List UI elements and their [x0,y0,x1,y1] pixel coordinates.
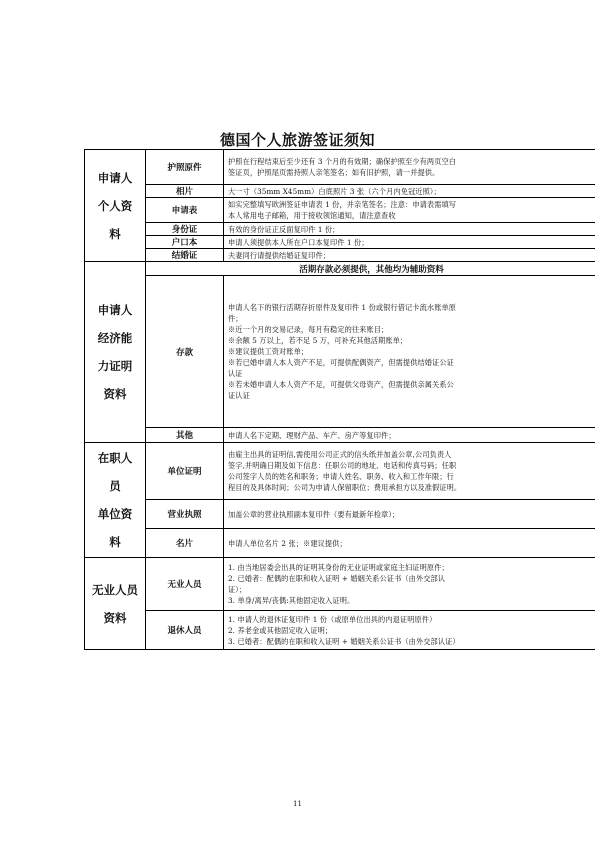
row-label-marriage: 结婚证 [146,249,224,262]
text-line: 申请人单位名片 2 张；※建议提供； [228,538,347,548]
table-row [85,223,595,236]
table-row [85,529,595,558]
section-label-line: 料 [109,535,121,549]
row-text-deposit [224,276,595,428]
row-text-idcard [224,223,595,236]
section-label-line: 经济能 [97,331,133,345]
table-row [85,443,595,500]
text-line: 申请人名下的银行活期存折原件及复印件 1 份或银行借记卡流水账单原 [228,303,457,312]
text-line: 申请人须提供本人所在户口本复印件 1 份； [228,237,369,247]
text-line: 护照在行程结束后至少还有 3 个月的有效期；确保护照至少有两页空白 [228,157,457,166]
section-label-line: 力证明 [97,359,133,373]
text-line: 证认证 [228,391,250,400]
page-number: 11 [293,800,302,808]
row-text-license [224,500,595,529]
row-text-other [224,428,595,443]
section-label-employment [85,443,146,558]
text-line: 签证页，护照尾页需持照人亲笔签名；如有旧护照，请一并提供。 [228,168,440,177]
section-label-line: 申请人 [97,170,133,185]
section-label-finance [85,262,146,443]
visa-requirements-table [84,149,595,650]
section-label-unemployed [85,558,146,650]
text-line: 证）； [228,585,247,594]
row-text-passport [224,150,595,185]
section-label-line: 单位资 [97,507,133,521]
table-row [85,558,595,611]
text-line: 夫妻同行请提供结婚证复印件； [228,250,331,260]
table-row [85,500,595,529]
text-line: 2. 养老金或其他固定收入证明； [228,625,333,635]
row-text-hukou [224,236,595,249]
row-label-idcard: 身份证 [146,223,224,236]
section-label-personal [85,150,146,262]
table-row [85,185,595,198]
table-row [85,262,595,276]
text-line: 申请人名下定期、理财产品、车产、房产等复印件； [228,430,396,440]
table-row [85,249,595,262]
table-row [85,150,595,185]
section-label-line: 员 [109,479,121,493]
text-line: 1. 申请人的退休证复印件 1 份（或原单位出具的内退证明原件） [228,614,437,624]
row-label-hukou: 户口本 [146,236,224,249]
text-line: 件； [228,314,243,323]
text-line: 公司签字人员的姓名和职务；申请人姓名、职务、收入和工作年限；行 [228,472,454,481]
row-text-employer-cert [224,443,595,500]
section-label-line: 资料 [103,610,127,625]
text-line: 程目的及具体时间；公司为申请人保留职位；费用承担方以及准假证明。 [228,483,462,492]
row-text-retired [224,611,595,650]
text-line: 大一寸（35mm X45mm）白底照片 3 张（六个月内免冠近照）； [228,186,441,196]
row-label-photo: 相片 [146,185,224,198]
text-line: 1. 由当地居委会出具的证明其身份的无业证明或家庭主妇证明原件； [228,563,449,572]
row-label-deposit: 存款 [146,276,224,428]
row-text-marriage [224,249,595,262]
section-label-line: 料 [109,226,121,241]
page-title: 德国个人旅游签证须知 [219,131,375,149]
row-label-license: 营业执照 [146,500,224,529]
row-label-unemployed: 无业人员 [146,558,224,611]
row-text-photo [224,185,595,198]
text-line: 由雇主出具的证明信,需使用公司正式的信头纸并加盖公章,公司负责人 [228,450,452,459]
section-label-line: 申请人 [97,303,133,317]
row-label-form: 申请表 [146,198,224,223]
table-row [85,428,595,443]
text-line: ※近一个月的交易记录，每月有稳定的往来账目； [228,325,389,334]
row-label-retired: 退休人员 [146,611,224,650]
text-line: 如实完整填写欧洲签证申请表 1 份，并亲笔签名；注意：申请表需填写 [228,200,457,209]
text-line: 加盖公章的营业执照副本复印件（要有最新年检章）； [228,509,400,519]
text-line: ※建议提供工资对账单； [228,347,309,356]
section-label-line: 在职人 [97,451,133,465]
text-line: ※余额 5 万以上，若不足 5 万，可补充其他活期账单； [228,336,408,345]
row-label-card: 名片 [146,529,224,558]
table-row [85,276,595,428]
text-line: 2. 已婚者：配偶的在职和收入证明 + 婚姻关系公证书（由外交部认 [228,574,446,583]
text-line: ※若未婚申请人本人资产不足，可提供父母资产，但需提供亲属关系公 [228,380,454,389]
text-line: ※若已婚申请人本人资产不足，可提供配偶资产，但需提供结婚证公证 [228,358,454,367]
finance-subheader: 活期存款必须提供，其他均为辅助资料 [146,262,595,276]
row-label-employer-cert: 单位证明 [146,443,224,500]
row-label-passport: 护照原件 [146,150,224,185]
row-text-unemployed [224,558,595,611]
text-line: 3. 已婚者：配偶的在职和收入证明 + 婚姻关系公证书（由外交部认证） [228,636,460,646]
table-row [85,611,595,650]
table-row [85,198,595,223]
text-line: 3. 单身/离异/丧偶:其他固定收入证明。 [228,596,355,605]
text-line: 认证 [228,369,243,378]
section-label-line: 资料 [103,387,127,401]
table-row [85,236,595,249]
section-label-line: 个人资 [97,198,133,213]
row-label-other: 其他 [146,428,224,443]
text-line: 有效的身份证正反面复印件 1 份； [228,224,340,234]
section-label-line: 无业人员 [92,582,138,597]
text-line: 签字,并明确日期及如下信息：任职公司的地址、电话和传真号码；任职 [228,461,457,470]
text-line: 本人常用电子邮箱，用于接收领馆通知，请注意查收 [228,211,396,220]
row-text-form [224,198,595,223]
row-text-card [224,529,595,558]
